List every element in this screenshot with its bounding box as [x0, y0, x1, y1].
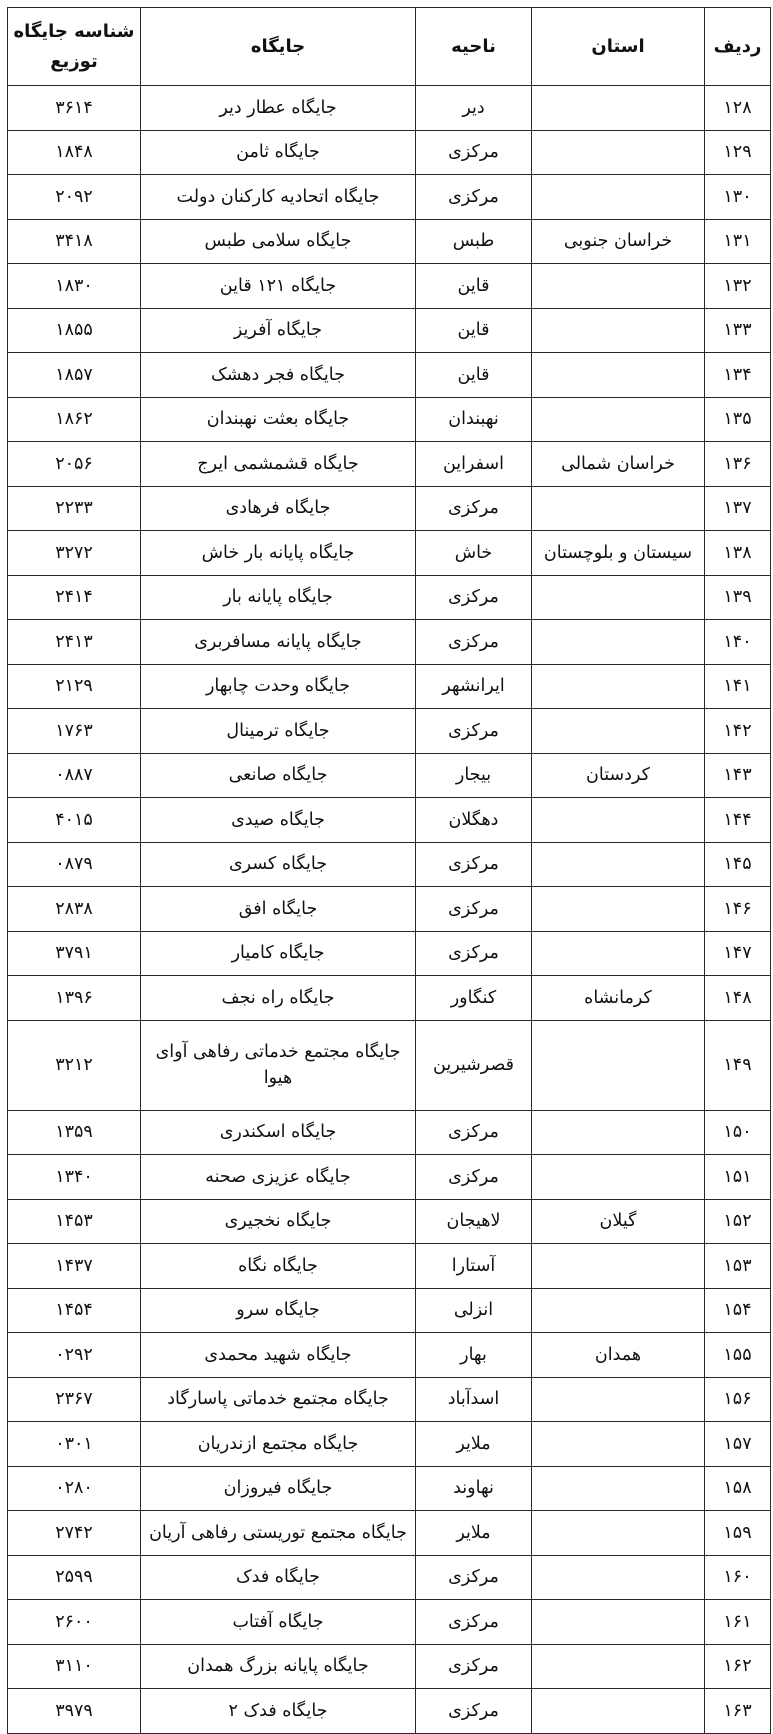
cell-district: بیجار: [416, 753, 532, 798]
cell-station-id: ۱۴۳۷: [8, 1244, 141, 1289]
cell-row-no: ۱۳۵: [705, 397, 771, 442]
cell-station: جایگاه صانعی: [141, 753, 416, 798]
table-row: [8, 175, 771, 220]
cell-row-no: ۱۲۸: [705, 86, 771, 131]
cell-district: انزلی: [416, 1288, 532, 1333]
cell-station-id: ۲۶۰۰: [8, 1600, 141, 1645]
table-row: [8, 130, 771, 175]
table-row: [8, 1155, 771, 1200]
cell-station-id: ۱۳۴۰: [8, 1155, 141, 1200]
cell-province: [532, 1422, 705, 1467]
cell-station-id: ۲۳۶۷: [8, 1377, 141, 1422]
table-row: [8, 1199, 771, 1244]
cell-station-id: ۱۸۴۸: [8, 130, 141, 175]
table-row: [8, 1644, 771, 1689]
cell-district: مرکزی: [416, 1644, 532, 1689]
cell-district: قاین: [416, 308, 532, 353]
cell-station-id: ۲۴۱۳: [8, 620, 141, 665]
table-row: [8, 575, 771, 620]
table-row: [8, 798, 771, 843]
cell-station: جایگاه اسکندری: [141, 1110, 416, 1155]
cell-row-no: ۱۳۸: [705, 531, 771, 576]
cell-station-id: ۳۷۹۱: [8, 931, 141, 976]
cell-province: [532, 1511, 705, 1556]
cell-row-no: ۱۶۳: [705, 1689, 771, 1734]
cell-station: جایگاه پایانه بار خاش: [141, 531, 416, 576]
cell-province: [532, 86, 705, 131]
header-station: جایگاه: [141, 8, 416, 86]
cell-province: [532, 709, 705, 754]
cell-province: [532, 1466, 705, 1511]
cell-station: جایگاه نگاه: [141, 1244, 416, 1289]
cell-province: کردستان: [532, 753, 705, 798]
cell-province: [532, 353, 705, 398]
cell-station-id: ۳۶۱۴: [8, 86, 141, 131]
cell-province: همدان: [532, 1333, 705, 1378]
cell-station-id: ۲۲۳۳: [8, 486, 141, 531]
table-row: [8, 664, 771, 709]
cell-row-no: ۱۵۳: [705, 1244, 771, 1289]
cell-row-no: ۱۳۲: [705, 264, 771, 309]
cell-station-id: ۱۴۵۴: [8, 1288, 141, 1333]
cell-district: مرکزی: [416, 709, 532, 754]
cell-district: مرکزی: [416, 1110, 532, 1155]
table-row: [8, 86, 771, 131]
cell-station-id: ۴۰۱۵: [8, 798, 141, 843]
cell-province: [532, 308, 705, 353]
table-row: [8, 842, 771, 887]
cell-station-id: ۰۳۰۱: [8, 1422, 141, 1467]
table-row: [8, 620, 771, 665]
cell-station: جایگاه عطار دیر: [141, 86, 416, 131]
table-row: [8, 442, 771, 487]
cell-province: [532, 1244, 705, 1289]
cell-station: جایگاه شهید محمدی: [141, 1333, 416, 1378]
cell-district: قصرشیرین: [416, 1020, 532, 1110]
cell-province: گیلان: [532, 1199, 705, 1244]
table-row: [8, 976, 771, 1021]
header-row-no: ردیف: [705, 8, 771, 86]
header-station-id: شناسه جایگاه توزیع: [8, 8, 141, 86]
cell-district: دهگلان: [416, 798, 532, 843]
cell-row-no: ۱۴۱: [705, 664, 771, 709]
cell-station-id: ۰۸۷۹: [8, 842, 141, 887]
cell-station-id: ۲۰۵۶: [8, 442, 141, 487]
stations-table: [7, 7, 771, 1734]
cell-station-id: ۰۸۸۷: [8, 753, 141, 798]
table-row: [8, 264, 771, 309]
cell-station-id: ۱۸۶۲: [8, 397, 141, 442]
cell-row-no: ۱۵۲: [705, 1199, 771, 1244]
header-province: استان: [532, 8, 705, 86]
cell-station-id: ۲۷۴۲: [8, 1511, 141, 1556]
cell-district: مرکزی: [416, 887, 532, 932]
cell-district: مرکزی: [416, 1689, 532, 1734]
cell-station: جایگاه سرو: [141, 1288, 416, 1333]
cell-row-no: ۱۵۶: [705, 1377, 771, 1422]
cell-district: مرکزی: [416, 931, 532, 976]
cell-district: کنگاور: [416, 976, 532, 1021]
cell-district: نهبندان: [416, 397, 532, 442]
cell-station: جایگاه مجتمع خدماتی رفاهی آوای هیوا: [141, 1020, 416, 1110]
cell-province: [532, 1155, 705, 1200]
cell-station-id: ۱۸۵۷: [8, 353, 141, 398]
table-row: [8, 1689, 771, 1734]
cell-station-id: ۲۱۲۹: [8, 664, 141, 709]
cell-province: [532, 1555, 705, 1600]
cell-row-no: ۱۴۳: [705, 753, 771, 798]
cell-station-id: ۰۲۹۲: [8, 1333, 141, 1378]
cell-district: آستارا: [416, 1244, 532, 1289]
cell-district: مرکزی: [416, 175, 532, 220]
table-row: [8, 1377, 771, 1422]
cell-province: [532, 575, 705, 620]
cell-row-no: ۱۵۷: [705, 1422, 771, 1467]
cell-row-no: ۱۵۴: [705, 1288, 771, 1333]
table-row: [8, 1466, 771, 1511]
cell-district: لاهیجان: [416, 1199, 532, 1244]
cell-row-no: ۱۵۵: [705, 1333, 771, 1378]
table-row: [8, 1511, 771, 1556]
cell-district: خاش: [416, 531, 532, 576]
cell-district: مرکزی: [416, 1555, 532, 1600]
cell-station: جایگاه فرهادی: [141, 486, 416, 531]
cell-district: مرکزی: [416, 842, 532, 887]
cell-province: [532, 842, 705, 887]
cell-station: جایگاه افق: [141, 887, 416, 932]
cell-district: ملایر: [416, 1422, 532, 1467]
cell-station: جایگاه پایانه بار: [141, 575, 416, 620]
cell-row-no: ۱۲۹: [705, 130, 771, 175]
cell-province: [532, 1600, 705, 1645]
cell-row-no: ۱۴۸: [705, 976, 771, 1021]
cell-row-no: ۱۵۹: [705, 1511, 771, 1556]
table-row: [8, 1020, 771, 1110]
cell-station-id: ۱۳۵۹: [8, 1110, 141, 1155]
table-row: [8, 887, 771, 932]
cell-station: جایگاه نخجیری: [141, 1199, 416, 1244]
header-district: ناحیه: [416, 8, 532, 86]
cell-station: جایگاه مجتمع توریستی رفاهی آریان: [141, 1511, 416, 1556]
cell-station-id: ۳۲۷۲: [8, 531, 141, 576]
cell-district: مرکزی: [416, 575, 532, 620]
cell-station: جایگاه مجتمع ازندریان: [141, 1422, 416, 1467]
cell-station-id: ۲۵۹۹: [8, 1555, 141, 1600]
cell-row-no: ۱۶۲: [705, 1644, 771, 1689]
cell-station: جایگاه مجتمع خدماتی پاسارگاد: [141, 1377, 416, 1422]
table-row: [8, 308, 771, 353]
cell-district: قاین: [416, 353, 532, 398]
table-row: [8, 931, 771, 976]
cell-station-id: ۱۳۹۶: [8, 976, 141, 1021]
cell-district: ملایر: [416, 1511, 532, 1556]
cell-station-id: ۳۹۷۹: [8, 1689, 141, 1734]
cell-province: [532, 798, 705, 843]
cell-station-id: ۱۸۵۵: [8, 308, 141, 353]
cell-station-id: ۳۴۱۸: [8, 219, 141, 264]
table-row: [8, 1333, 771, 1378]
cell-station-id: ۲۰۹۲: [8, 175, 141, 220]
cell-station: جایگاه پایانه مسافربری: [141, 620, 416, 665]
table-row: [8, 709, 771, 754]
cell-province: [532, 1288, 705, 1333]
cell-station: جایگاه آفتاب: [141, 1600, 416, 1645]
cell-station-id: ۲۴۱۴: [8, 575, 141, 620]
cell-station: جایگاه صیدی: [141, 798, 416, 843]
table-row: [8, 1288, 771, 1333]
cell-province: [532, 1644, 705, 1689]
cell-row-no: ۱۵۰: [705, 1110, 771, 1155]
cell-province: [532, 1377, 705, 1422]
table-row: [8, 753, 771, 798]
cell-province: [532, 397, 705, 442]
table-row: [8, 1600, 771, 1645]
cell-district: مرکزی: [416, 130, 532, 175]
cell-province: [532, 931, 705, 976]
cell-province: خراسان جنوبی: [532, 219, 705, 264]
cell-station: جایگاه کامیار: [141, 931, 416, 976]
table-row: [8, 1110, 771, 1155]
cell-row-no: ۱۳۰: [705, 175, 771, 220]
cell-district: اسفراین: [416, 442, 532, 487]
cell-district: ایرانشهر: [416, 664, 532, 709]
cell-station: جایگاه کسری: [141, 842, 416, 887]
cell-row-no: ۱۶۰: [705, 1555, 771, 1600]
cell-province: [532, 1689, 705, 1734]
cell-station-id: ۳۲۱۲: [8, 1020, 141, 1110]
cell-row-no: ۱۶۱: [705, 1600, 771, 1645]
cell-row-no: ۱۴۲: [705, 709, 771, 754]
cell-row-no: ۱۳۹: [705, 575, 771, 620]
cell-row-no: ۱۴۴: [705, 798, 771, 843]
cell-province: سیستان و بلوچستان: [532, 531, 705, 576]
cell-province: خراسان شمالی: [532, 442, 705, 487]
table-row: [8, 1244, 771, 1289]
cell-station: جایگاه ثامن: [141, 130, 416, 175]
table-row: [8, 353, 771, 398]
cell-row-no: ۱۴۵: [705, 842, 771, 887]
cell-row-no: ۱۴۹: [705, 1020, 771, 1110]
table-row: [8, 219, 771, 264]
cell-province: [532, 1020, 705, 1110]
cell-province: [532, 664, 705, 709]
cell-district: قاین: [416, 264, 532, 309]
cell-station: جایگاه فجر دهشک: [141, 353, 416, 398]
cell-district: مرکزی: [416, 1155, 532, 1200]
cell-station: جایگاه فدک: [141, 1555, 416, 1600]
cell-province: [532, 1110, 705, 1155]
cell-district: مرکزی: [416, 486, 532, 531]
cell-station: جایگاه راه نجف: [141, 976, 416, 1021]
cell-row-no: ۱۳۴: [705, 353, 771, 398]
cell-row-no: ۱۴۰: [705, 620, 771, 665]
table-row: [8, 1555, 771, 1600]
cell-district: اسدآباد: [416, 1377, 532, 1422]
cell-station: جایگاه آفریز: [141, 308, 416, 353]
cell-district: بهار: [416, 1333, 532, 1378]
table-row: [8, 397, 771, 442]
cell-station-id: ۰۲۸۰: [8, 1466, 141, 1511]
cell-row-no: ۱۵۸: [705, 1466, 771, 1511]
cell-station: جایگاه فیروزان: [141, 1466, 416, 1511]
cell-province: [532, 486, 705, 531]
cell-district: مرکزی: [416, 1600, 532, 1645]
cell-station-id: ۲۸۳۸: [8, 887, 141, 932]
cell-row-no: ۱۵۱: [705, 1155, 771, 1200]
cell-station: جایگاه پایانه بزرگ همدان: [141, 1644, 416, 1689]
table-body: [8, 86, 771, 1734]
cell-province: کرمانشاه: [532, 976, 705, 1021]
cell-station: جایگاه سلامی طبس: [141, 219, 416, 264]
table-row: [8, 531, 771, 576]
cell-province: [532, 130, 705, 175]
cell-district: نهاوند: [416, 1466, 532, 1511]
cell-province: [532, 887, 705, 932]
cell-station: جایگاه اتحادیه کارکنان دولت: [141, 175, 416, 220]
cell-row-no: ۱۳۶: [705, 442, 771, 487]
cell-station: جایگاه فدک ۲: [141, 1689, 416, 1734]
cell-station: جایگاه وحدت چابهار: [141, 664, 416, 709]
cell-station: جایگاه عزیزی صحنه: [141, 1155, 416, 1200]
table-row: [8, 486, 771, 531]
cell-district: طبس: [416, 219, 532, 264]
cell-district: دیر: [416, 86, 532, 131]
cell-district: مرکزی: [416, 620, 532, 665]
cell-row-no: ۱۳۱: [705, 219, 771, 264]
cell-province: [532, 264, 705, 309]
cell-row-no: ۱۳۷: [705, 486, 771, 531]
cell-station-id: ۱۷۶۳: [8, 709, 141, 754]
cell-station: جایگاه ۱۲۱ قاین: [141, 264, 416, 309]
cell-station-id: ۱۴۵۳: [8, 1199, 141, 1244]
cell-station: جایگاه بعثت نهبندان: [141, 397, 416, 442]
cell-station: جایگاه ترمینال: [141, 709, 416, 754]
cell-row-no: ۱۴۶: [705, 887, 771, 932]
cell-station: جایگاه قشمشمی ایرج: [141, 442, 416, 487]
cell-province: [532, 175, 705, 220]
cell-row-no: ۱۴۷: [705, 931, 771, 976]
cell-station-id: ۱۸۳۰: [8, 264, 141, 309]
cell-station-id: ۳۱۱۰: [8, 1644, 141, 1689]
table-row: [8, 1422, 771, 1467]
cell-row-no: ۱۳۳: [705, 308, 771, 353]
header-row: [8, 8, 771, 86]
cell-province: [532, 620, 705, 665]
